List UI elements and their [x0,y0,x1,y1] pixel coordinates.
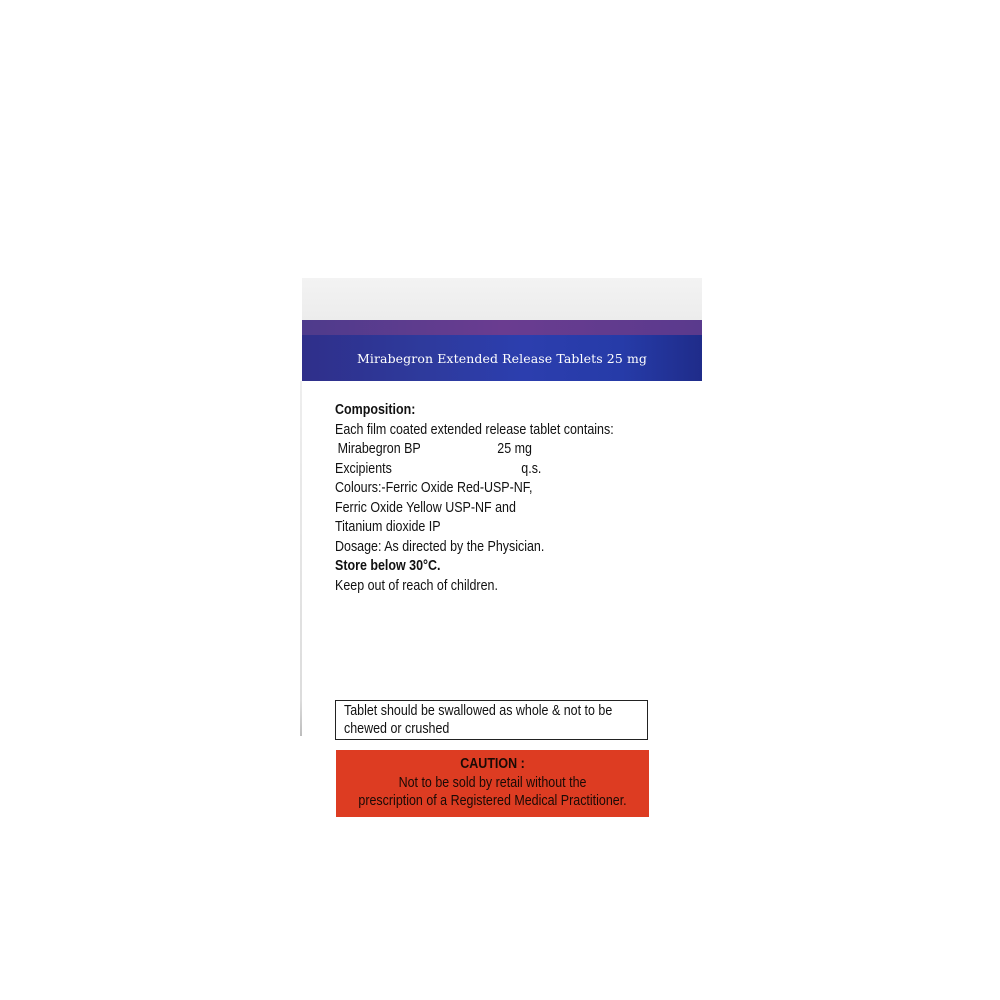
composition-intro: Each film coated extended release tablet contains: [335,421,614,438]
ingredient-name: Mirabegron BP [337,441,421,457]
swallow-notice-text [344,703,645,738]
label-panel [302,381,702,809]
ingredient-quantity: q.s. [521,460,542,477]
swallow-notice-box [335,700,648,740]
notice-line: chewed or crushed [344,720,450,737]
storage-text: Store below 30°C. [335,558,441,574]
purple-stripe [302,320,702,335]
caution-content [336,755,649,811]
composition-block [335,401,614,596]
colours-line: Colours:-Ferric Oxide Red-USP-NF, [335,480,533,496]
medicine-carton-panel [300,278,702,809]
children-warning: Keep out of reach of children. [335,577,498,594]
notice-line: Tablet should be swallowed as whole & not to be [344,703,613,719]
dosage-text: Dosage: As directed by the Physician. [335,538,545,555]
ingredient-row [335,460,610,480]
caution-line: Not to be sold by retail without the [398,774,587,791]
composition-heading: Composition: [335,402,416,418]
caution-title: CAUTION : [460,756,525,772]
ingredient-name: Excipients [335,460,392,477]
carton-top-flap [302,278,702,320]
product-title: Mirabegron Extended Release Tablets 25 mg [356,350,648,366]
product-title-band [302,335,702,381]
caution-line: prescription of a Registered Medical Practitioner. [358,793,627,809]
colours-line: Titanium dioxide IP [335,519,441,535]
ingredient-quantity: 25 mg [497,441,532,457]
ingredient-row [335,440,610,460]
colours-line: Ferric Oxide Yellow USP-NF and [335,499,516,516]
caution-box [336,750,649,817]
